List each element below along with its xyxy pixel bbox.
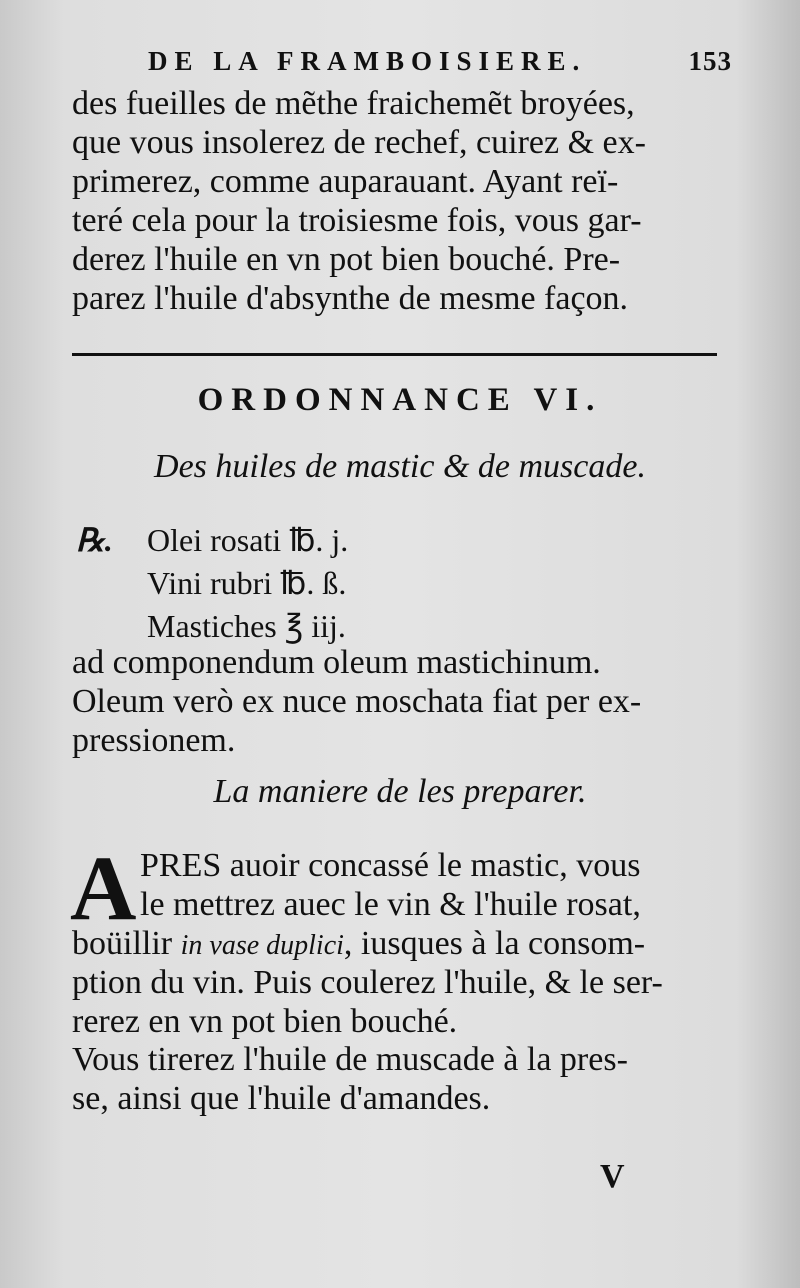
text-line: Vous tirerez l'huile de muscade à la pres- [72,1041,628,1078]
text-line: pressionem. [72,722,236,759]
ingredient-list [147,519,348,648]
recipe-symbol: ℞. [76,522,113,558]
text-fragment: boüillir [72,925,181,962]
text-line: le mettrez auec le vin & l'huile rosat, [140,886,641,923]
text-fragment: , iusques à la consom- [343,925,646,962]
ingredient-item: Olei rosati ℔. j. [147,522,349,558]
paragraph-4 [72,1040,732,1118]
ingredient-item: Vini rubri ℔. ß. [147,565,347,601]
text-line: ad componendum oleum mastichinum. [72,644,601,681]
section-subtitle: Des huiles de mastic & de muscade. [154,448,646,485]
text-line: teré cela pour la troisiesme fois, vous gar- [72,202,642,239]
signature-mark: V [600,1158,625,1195]
page-number: 153 [688,46,732,76]
text-line: se, ainsi que l'huile d'amandes. [72,1080,491,1117]
paragraph-3-opening [140,846,730,924]
text-line [72,924,732,963]
text-line: parez l'huile d'absynthe de mesme façon. [72,280,629,317]
paragraph-3-continuation [72,924,732,1041]
running-title: DE LA FRAMBOISIERE. [148,46,587,76]
text-line: primerez, comme auparauant. Ayant reï- [72,163,619,200]
text-line: PRES auoir concassé le mastic, vous [140,847,641,884]
running-header [148,46,732,77]
section-heading: ORDONNANCE VI. [197,382,603,418]
ingredient-item: Mastiches ℥ iij. [147,608,346,644]
latin-phrase: in vase duplici [180,930,344,961]
drop-capital: A [70,837,137,939]
paragraph-2 [72,643,732,760]
text-line: que vous insolerez de rechef, cuirez & ex- [72,124,646,161]
method-subheading: La maniere de les preparer. [213,773,587,810]
text-line: des fueilles de mẽthe fraichemẽt broyées, [72,85,635,122]
paragraph-1 [72,84,732,318]
text-line: derez l'huile en vn pot bien bouché. Pre- [72,241,621,278]
text-line: ption du vin. Puis coulerez l'huile, & le ser- [72,964,663,1001]
section-divider [72,353,717,356]
text-line: rerez en vn pot bien bouché. [72,1003,458,1040]
text-line: Oleum verò ex nuce moschata fiat per ex- [72,683,642,720]
